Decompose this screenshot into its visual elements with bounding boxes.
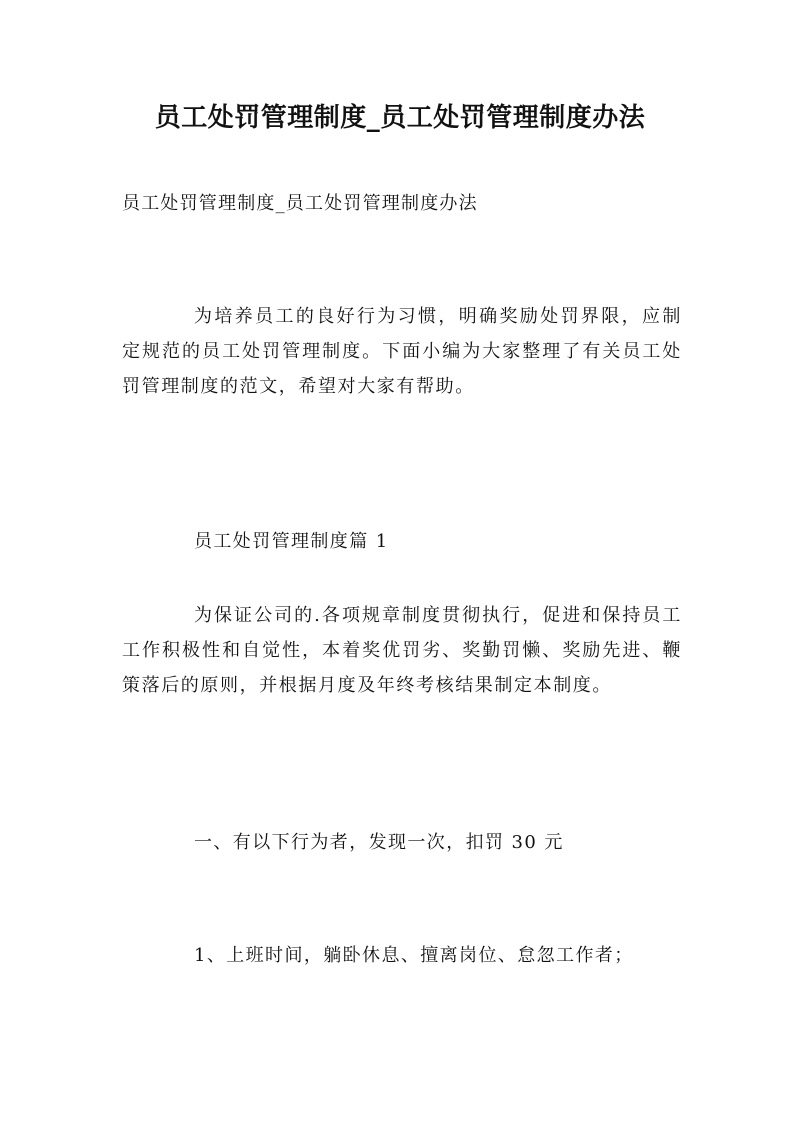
section-body-paragraph: 为保证公司的.各项规章制度贯彻执行，促进和保持员工工作积极性和自觉性，本着奖优罚劣、奖勤罚懒、奖励先进、鞭策落后的原则，并根据月度及年终考核结果制定本制度。 (122, 605, 682, 696)
rule-heading: 一、有以下行为者，发现一次，扣罚 30 元 (194, 832, 564, 853)
section-heading: 员工处罚管理制度篇 1 (194, 531, 389, 552)
intro-paragraph: 为培养员工的良好行为习惯，明确奖励处罚界限，应制定规范的员工处罚管理制度。下面小编为大家整理了有关员工处罚管理制度的范文，希望对大家有帮助。 (122, 306, 682, 397)
document-subtitle: 员工处罚管理制度_员工处罚管理制度办法 (122, 193, 478, 214)
document-title: 员工处罚管理制度_员工处罚管理制度办法 (154, 103, 646, 133)
rule-item: 1、上班时间，躺卧休息、擅离岗位、怠忽工作者； (194, 945, 634, 966)
